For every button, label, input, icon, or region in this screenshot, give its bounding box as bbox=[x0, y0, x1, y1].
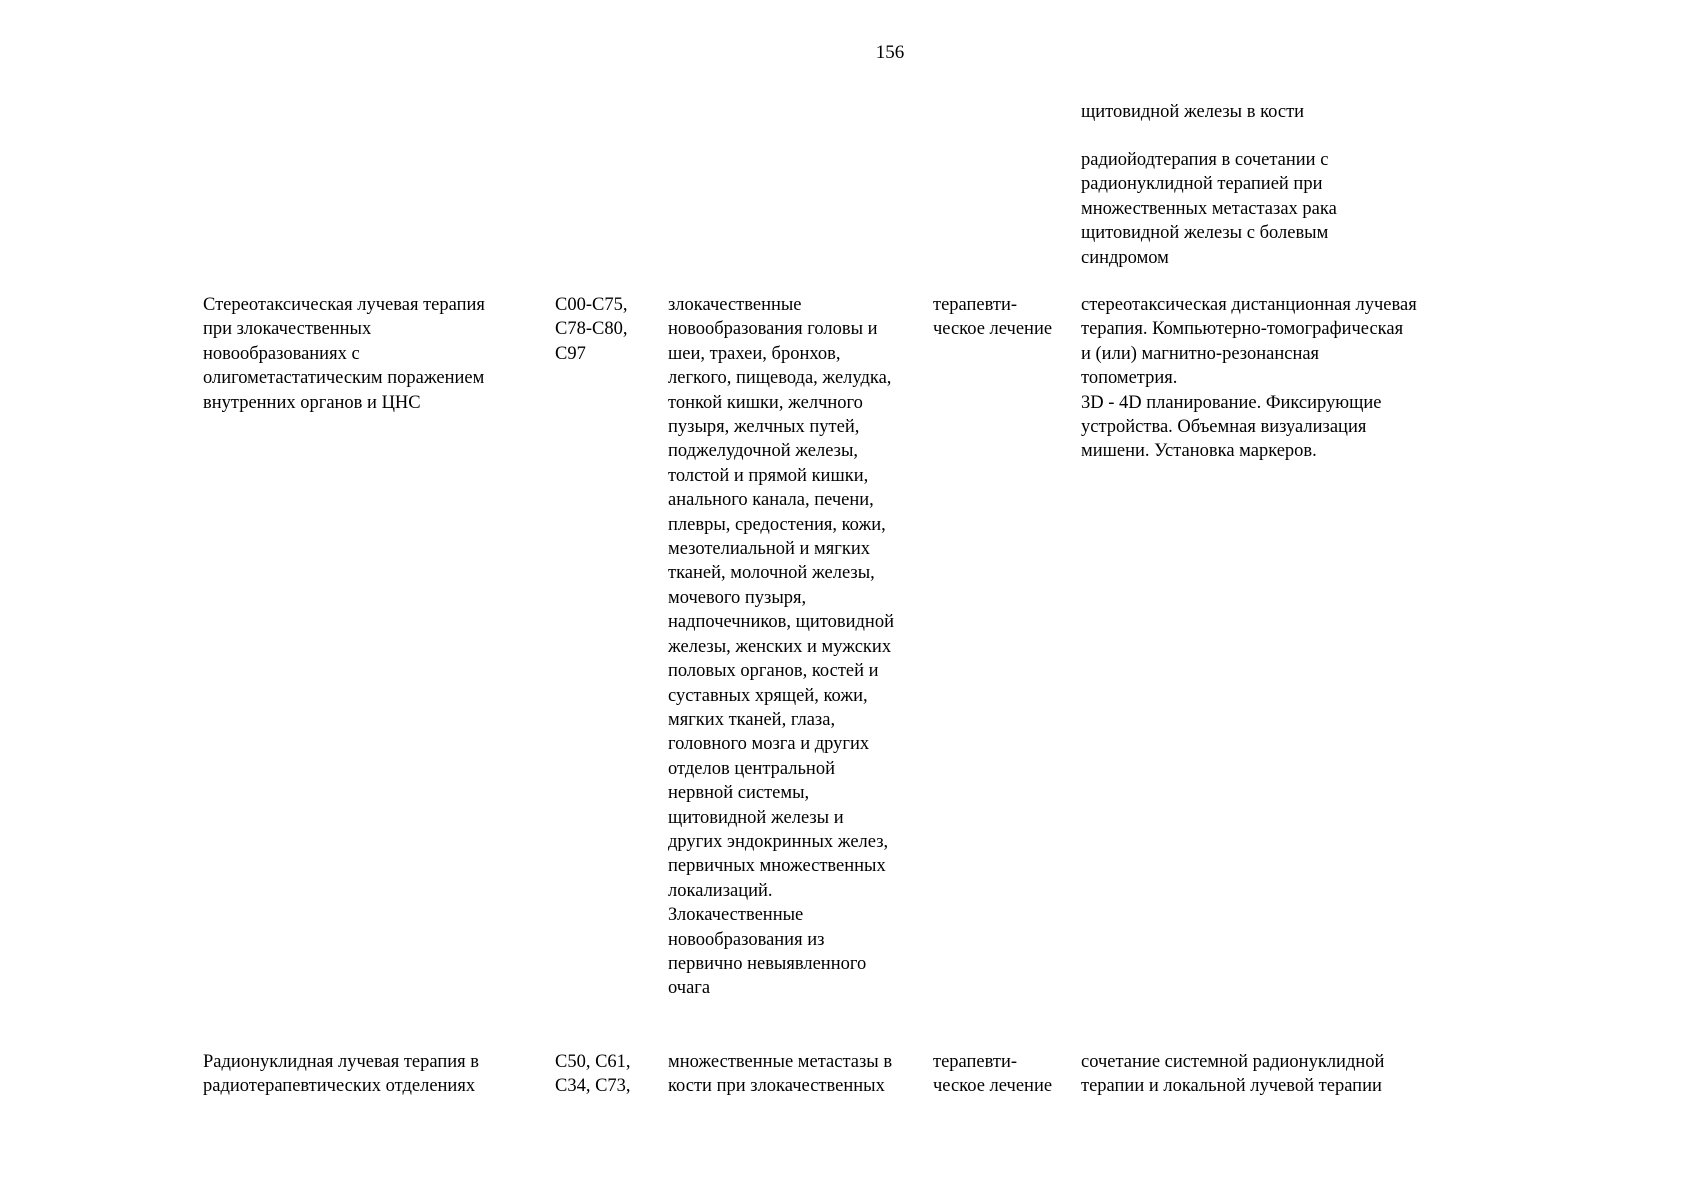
continuation-method-1: щитовидной железы в кости bbox=[1081, 102, 1305, 122]
row-codes: C50, C61, C34, C73, bbox=[555, 1052, 631, 1097]
row-name: Радионуклидная лучевая терапия в радиотерапевтических отделениях bbox=[203, 1052, 480, 1097]
row-treatment-type: терапевти- ческое лечение bbox=[933, 1052, 1053, 1097]
page-number: 156 bbox=[875, 42, 905, 63]
row-model: злокачественные новообразования головы и шеи, трахеи, бронхов, легкого, пищевода, желудка, тонкой кишки, желчного пузыря, желчных путей, поджелудочной железы, толстой и прямой кишки, анального канала, печени, плевры, средостения, кожи, мезотелиальной и мягких тканей, молочной железы, мочевого пузыря, надпочечников, щитовидной железы, женских и мужских половых органов, костей и суставных хрящей, кожи, мягких тканей, глаза, головного мозга и других отделов центральной нервной системы, щитовидной железы и других эндокринных желез, первичных множественных локализаций. Злокачественные новообразования из первично невыявленного очага bbox=[668, 295, 894, 999]
continuation-method-2: радиойодтерапия в сочетании с радионуклидной терапией при множественных метастазах рака щитовидной железы с болевым синдромом bbox=[1081, 150, 1337, 268]
row-model: множественные метастазы в кости при злокачественных bbox=[668, 1052, 893, 1097]
row-treatment-type: терапевти- ческое лечение bbox=[933, 295, 1053, 340]
row-name: Стереотаксическая лучевая терапия при злокачественных новообразованиях с олигометастатическим поражением внутренних органов и ЦНС bbox=[203, 295, 485, 413]
row-method: стереотаксическая дистанционная лучевая терапия. Компьютерно-томографическая и (или) магнитно-резонансная топометрия. 3D - 4D планирование. Фиксирующие устройства. Объемная визуализация мишени. Установка маркеров. bbox=[1081, 295, 1417, 462]
row-codes: C00-C75, C78-C80, C97 bbox=[555, 295, 628, 364]
row-method: сочетание системной радионуклидной терапии и локальной лучевой терапии bbox=[1081, 1052, 1385, 1097]
